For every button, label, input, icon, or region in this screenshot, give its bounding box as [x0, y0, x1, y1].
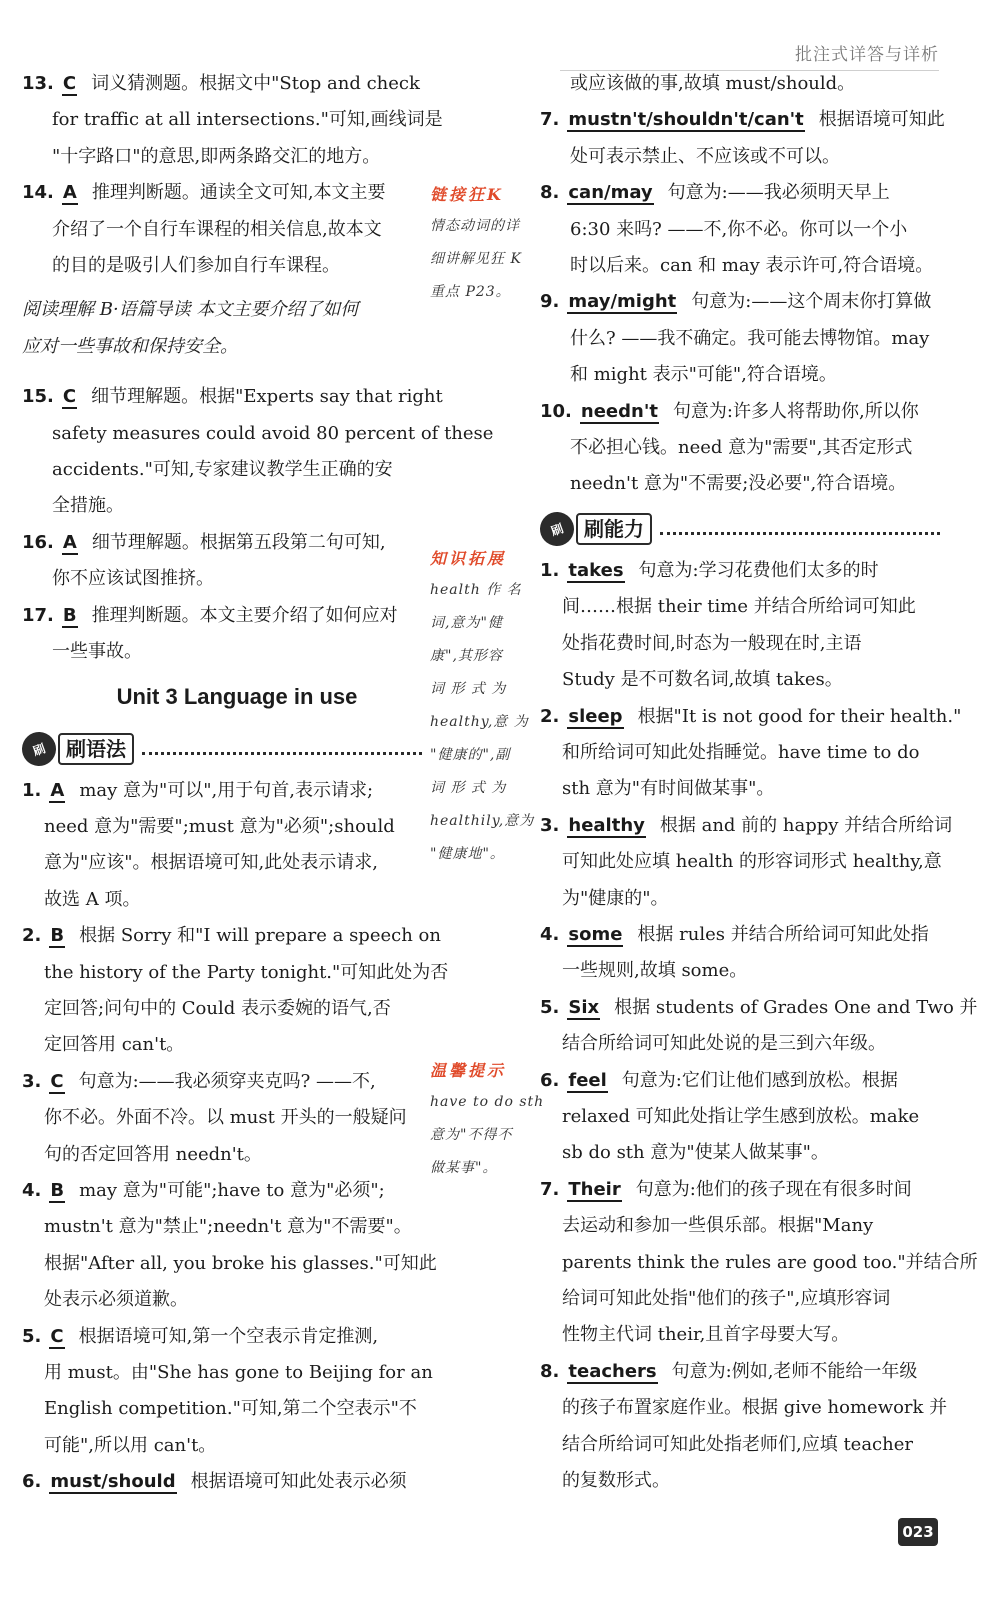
answer-key: A: [62, 182, 77, 204]
explanation-line: 推理判断题。本文主要介绍了如何应对: [91, 604, 398, 626]
grammar-answer-8: [540, 175, 940, 284]
grammar-answer-4: [22, 1173, 437, 1319]
question-number: 7.: [540, 109, 560, 131]
ability-answer-2: [540, 699, 962, 808]
answer-key: C: [62, 73, 77, 94]
section-title: 刷语法: [58, 733, 134, 765]
explanation-line: 结合所给词可知此处说的是三到六年级。: [562, 1033, 886, 1055]
ability-answer-4: [540, 917, 940, 990]
question-number: 7.: [540, 1178, 560, 1200]
explanation-line: 处指花费时间,时态为一般现在时,主语: [562, 632, 862, 654]
grammar-answer-10: [540, 394, 940, 503]
explanation-line: 可能",所以用 can't。: [44, 1434, 217, 1456]
answer-key: needn't: [580, 400, 658, 422]
explanation-line: 全措施。: [52, 495, 124, 517]
note-line: "健康的",副: [430, 747, 511, 763]
answer-15: [22, 379, 494, 525]
note-line: 情态动词的详: [430, 218, 520, 234]
note-line: have to do sth: [430, 1094, 545, 1110]
explanation-line: 细节理解题。根据"Experts say that right: [91, 386, 443, 408]
ability-section-header: [540, 509, 940, 549]
explanation-line: 句意为:许多人将帮助你,所以你: [672, 400, 919, 422]
explanation-line: 细节理解题。根据第五段第二句可知,: [91, 531, 386, 553]
note-line: 词 形 式 为: [430, 681, 507, 697]
question-number: 17.: [22, 604, 54, 626]
ability-answer-7: [540, 1172, 978, 1354]
ability-answer-1: [540, 553, 940, 699]
answer-key: feel: [568, 1069, 607, 1091]
note-line: 重点 P23。: [430, 284, 511, 300]
explanation-line: 性物主代词 their,且首字母要大写。: [562, 1324, 850, 1346]
answer-key: C: [62, 386, 77, 408]
explanation-line: 的目的是吸引人们参加自行车课程。: [52, 255, 340, 277]
note-extend: [430, 544, 540, 871]
explanation-line: 意为"应该"。根据语境可知,此处表示请求,: [44, 852, 379, 874]
explanation-line: sb do sth 意为"使某人做某事"。: [562, 1142, 829, 1164]
explanation-line: 可知此处应填 health 的形容词形式 healthy,意: [562, 851, 942, 873]
explanation-line: 给词可知此处指"他们的孩子",应填形容词: [562, 1288, 891, 1309]
explanation-line: 句意为:它们让他们感到放松。根据: [621, 1069, 898, 1091]
question-number: 8.: [540, 182, 560, 204]
answer-key: sleep: [568, 705, 623, 727]
answer-key: Six: [568, 996, 600, 1018]
explanation-line: accidents."可知,专家建议教学生正确的安: [52, 459, 393, 481]
reading-intro-line: 应对一些事故和保持安全。: [22, 335, 238, 357]
answer-key: some: [568, 923, 623, 945]
explanation-line: 句意为:他们的孩子现在有很多时间: [635, 1178, 912, 1200]
explanation-line: 根据"It is not good for their health.": [637, 705, 962, 727]
answer-key: must/should: [50, 1471, 176, 1493]
answer-key: teachers: [568, 1360, 657, 1382]
answer-key: C: [50, 1070, 64, 1092]
explanation-line: 和 might 表示"可能",符合语境。: [570, 364, 837, 386]
explanation-line: 根据语境可知此处表示必须: [190, 1471, 407, 1493]
explanation-line: 定回答;问句中的 Could 表示委婉的语气,否: [44, 997, 391, 1019]
answer-key: may/might: [568, 291, 677, 313]
explanation-line: 句意为:——我必须明天早上: [667, 182, 890, 204]
answer-key: A: [50, 779, 65, 801]
explanation-line: 处表示必须道歉。: [44, 1289, 188, 1311]
explanation-line: for traffic at all intersections."可知,画线词是: [52, 109, 443, 131]
explanation-line: the history of the Party tonight."可知此处为否: [44, 961, 449, 983]
question-number: 1.: [540, 559, 560, 581]
grammar-answer-3: [22, 1064, 422, 1173]
explanation-line: 什么? ——我不确定。我可能去博物馆。may: [570, 327, 930, 349]
note-line: 意为"不得不: [430, 1127, 513, 1143]
explanation-line: sth 意为"有时间做某事"。: [562, 778, 775, 800]
answer-key: takes: [568, 559, 624, 581]
question-number: 6.: [22, 1471, 42, 1493]
ability-answer-3: [540, 808, 953, 917]
question-number: 3.: [22, 1070, 42, 1092]
question-number: 8.: [540, 1360, 560, 1382]
question-number: 9.: [540, 291, 560, 313]
page-header: 批注式详答与详析: [795, 45, 939, 65]
note-line: 词 形 式 为: [430, 780, 507, 796]
explanation-line: 处可表示禁止、不应该或不可以。: [570, 145, 840, 167]
note-line: healthy,意 为: [430, 714, 529, 730]
note-line: health 作 名: [430, 582, 522, 598]
explanation-line: safety measures could avoid 80 percent of these: [52, 422, 494, 444]
explanation-line: 根据"After all, you broke his glasses."可知此: [44, 1252, 437, 1274]
grammar-answer-7: [540, 102, 945, 175]
section-title: 刷能力: [576, 513, 652, 545]
note-line: 细讲解见狂 K: [430, 251, 522, 267]
answer-key: A: [62, 531, 77, 553]
grammar-answer-1: [22, 773, 422, 919]
page-number: 023: [898, 1518, 938, 1546]
explanation-line: 根据 students of Grades One and Two 并: [614, 996, 978, 1018]
answer-key: Their: [568, 1178, 621, 1200]
note-line: healthily,意为: [430, 813, 535, 829]
explanation-line: mustn't 意为"禁止";needn't 意为"不需要"。: [44, 1216, 412, 1238]
answer-17: [22, 598, 422, 671]
answer-key: healthy: [568, 814, 645, 836]
question-number: 13.: [22, 73, 54, 94]
explanation-line: 用 must。由"She has gone to Beijing for an: [44, 1362, 433, 1383]
explanation-line: 时以后来。can 和 may 表示许可,符合语境。: [570, 255, 934, 277]
question-number: 4.: [540, 923, 560, 945]
note-tip: [430, 1056, 545, 1185]
explanation-line: parents think the rules are good too."并结合所: [562, 1251, 978, 1273]
note-line: "健康地"。: [430, 846, 505, 862]
explanation-line: 句意为:学习花费他们太多的时: [638, 559, 879, 581]
explanation-line: 的复数形式。: [562, 1470, 670, 1492]
explanation-line: 和所给词可知此处指睡觉。have time to do: [562, 741, 920, 763]
explanation-line: 句的否定回答用 needn't。: [44, 1143, 262, 1165]
explanation-line: 去运动和参加一些俱乐部。根据"Many: [562, 1215, 874, 1237]
explanation-line: 句意为:例如,老师不能给一年级: [671, 1360, 918, 1382]
explanation-line: 根据语境可知此: [818, 109, 945, 131]
explanation-line: 的孩子布置家庭作业。根据 give homework 并: [562, 1397, 948, 1419]
answer-13: [22, 66, 443, 175]
explanation-line: 不必担心钱。need 意为"需要",其否定形式: [570, 437, 913, 459]
question-number: 4.: [22, 1179, 42, 1201]
explanation-line: 间……根据 their time 并结合所给词可知此: [562, 596, 916, 618]
explanation-line: 推理判断题。通读全文可知,本文主要: [91, 182, 386, 204]
note-title: 链接狂K: [430, 185, 504, 204]
explanation-line: 根据 and 前的 happy 并结合所给词: [659, 814, 953, 836]
question-number: 16.: [22, 531, 54, 553]
brush-badge-icon: 刷: [535, 507, 579, 551]
explanation-line: 你不应该试图推挤。: [52, 568, 214, 590]
explanation-line: English competition."可知,第二个空表示"不: [44, 1398, 417, 1420]
answer-key: B: [50, 925, 65, 947]
answer-16: [22, 525, 422, 598]
answer-key: mustn't/shouldn't/can't: [568, 109, 804, 131]
explanation-line: 一些规则,故填 some。: [562, 960, 748, 982]
explanation-line: needn't 意为"不需要;没必要",符合语境。: [570, 473, 907, 495]
reading-b-intro: [22, 292, 422, 365]
question-number: 2.: [540, 705, 560, 727]
right-column: [540, 66, 978, 1499]
explanation-line: 根据 Sorry 和"I will prepare a speech on: [79, 925, 441, 947]
explanation-line: 介绍了一个自行车课程的相关信息,故本文: [52, 218, 382, 240]
question-number: 3.: [540, 814, 560, 836]
explanation-line: may 意为"可以",用于句首,表示请求;: [79, 779, 374, 801]
dotted-rule: [660, 522, 940, 535]
note-line: 词,意为"健: [430, 615, 503, 631]
explanation-line: 结合所给词可知此处指老师们,应填 teacher: [562, 1433, 913, 1455]
explanation-line: need 意为"需要";must 意为"必须";should: [44, 815, 395, 837]
answer-key: C: [50, 1325, 64, 1347]
ability-answer-8: [540, 1354, 948, 1500]
explanation-line: 一些事故。: [52, 641, 142, 663]
explanation-line: 或应该做的事,故填 must/should。: [570, 73, 856, 94]
margin-notes: [430, 180, 545, 1185]
grammar-section-header: [22, 729, 422, 769]
explanation-line: 词义猜测题。根据文中"Stop and check: [91, 73, 420, 94]
question-number: 10.: [540, 400, 572, 422]
explanation-line: Study 是不可数名词,故填 takes。: [562, 669, 843, 691]
question-number: 1.: [22, 779, 42, 801]
question-number: 6.: [540, 1069, 560, 1091]
explanation-line: 你不必。外面不冷。以 must 开头的一般疑问: [44, 1107, 407, 1129]
explanation-line: 6:30 来吗? ——不,你不必。你可以一个小: [570, 218, 908, 240]
question-number: 14.: [22, 182, 54, 204]
explanation-line: 句意为:——我必须穿夹克吗? ——不,: [78, 1070, 376, 1092]
explanation-line: relaxed 可知此处指让学生感到放松。make: [562, 1105, 920, 1127]
note-title: 知识拓展: [430, 549, 507, 568]
grammar-answer-5: [22, 1319, 433, 1465]
note-title: 温馨提示: [430, 1061, 507, 1080]
note-line: 康",其形容: [430, 648, 503, 664]
question-number: 5.: [540, 996, 560, 1018]
answer-key: B: [62, 604, 77, 626]
answer-key: B: [50, 1179, 65, 1201]
dotted-rule: [142, 742, 422, 755]
ability-answer-6: [540, 1063, 940, 1172]
explanation-line: "十字路口"的意思,即两条路交汇的地方。: [52, 145, 381, 167]
ability-answer-5: [540, 990, 978, 1063]
explanation-line: 根据 rules 并结合所给词可知此处指: [637, 923, 929, 945]
unit-title: Unit 3 Language in use: [116, 683, 358, 709]
explanation-line: 根据语境可知,第一个空表示肯定推测,: [78, 1325, 379, 1347]
grammar-answer-2: [22, 918, 449, 1064]
question-number: 15.: [22, 386, 54, 408]
question-number: 5.: [22, 1325, 42, 1347]
answer-key: can/may: [568, 182, 653, 204]
explanation-line: may 意为"可能";have to 意为"必须";: [79, 1179, 385, 1201]
grammar-answer-9: [540, 284, 940, 393]
explanation-line: 句意为:——这个周末你打算做: [691, 291, 932, 313]
reading-intro-line: 阅读理解 B·语篇导读 本文主要介绍了如何: [22, 299, 359, 321]
note-link: [430, 180, 540, 309]
brush-badge-icon: 刷: [17, 727, 61, 771]
answer-14: [22, 175, 422, 284]
note-line: 做某事"。: [430, 1160, 498, 1176]
question-number: 2.: [22, 925, 42, 947]
grammar-answer-6: [22, 1464, 422, 1500]
explanation-line: 故选 A 项。: [44, 888, 141, 910]
explanation-line: 定回答用 can't。: [44, 1034, 185, 1056]
explanation-line: 为"健康的"。: [562, 887, 669, 909]
